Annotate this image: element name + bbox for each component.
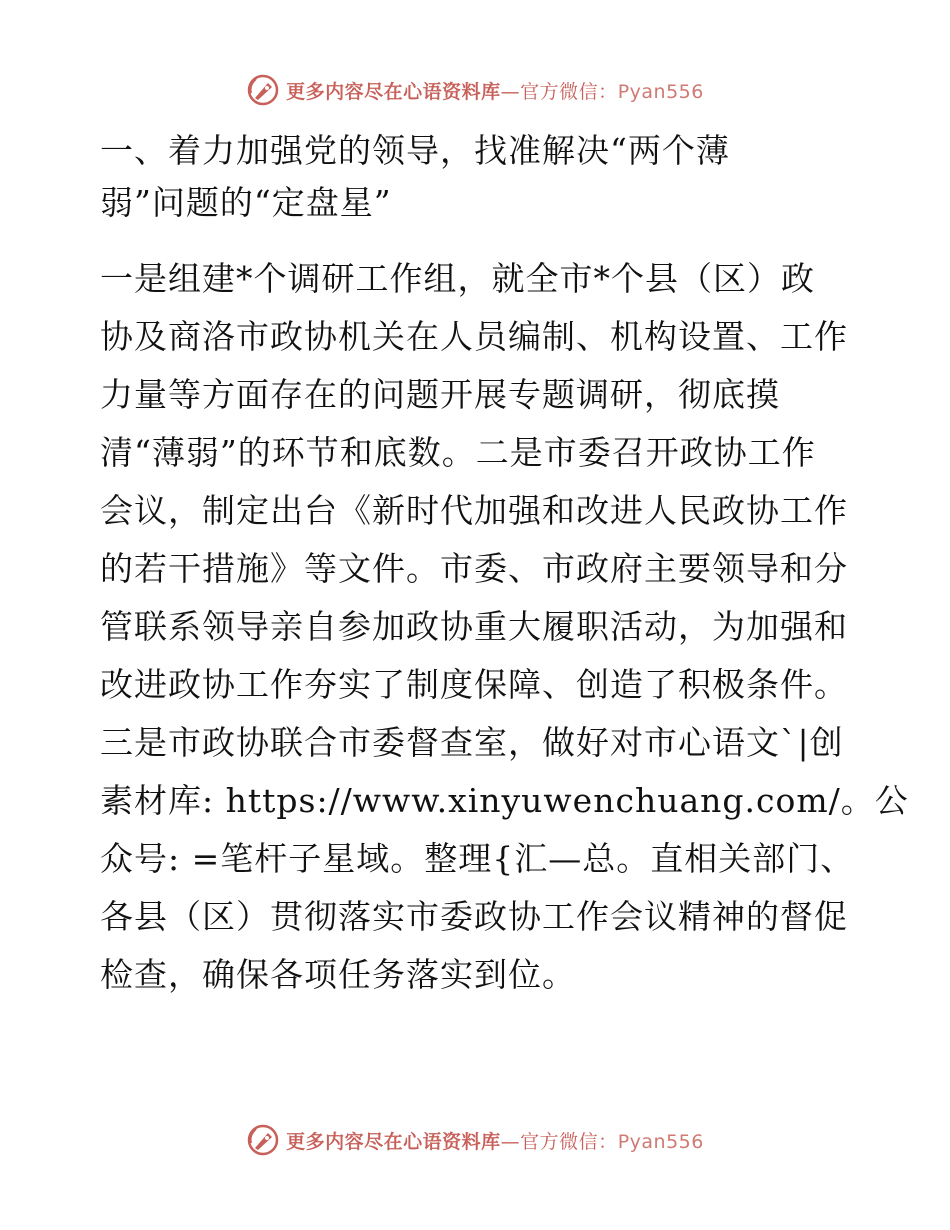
body-line: 检查，确保各项任务落实到位。 [100,955,576,994]
banner-wechat-id: Pyan556 [617,80,704,103]
banner-brand: 更多内容尽在心语资料库 [286,1130,501,1153]
heading-line: 弱”问题的“定盘星” [100,183,392,222]
pen-nib-logo-icon [246,73,280,107]
body-line: 清“薄弱”的环节和底数。二是市委召开政协工作 [100,433,816,472]
body-line: 各县（区）贯彻落实市委政协工作会议精神的督促 [100,897,848,936]
body-line: 管联系领导亲自参加政协重大履职活动，为加强和 [100,607,848,646]
body-line: 三是市政协联合市委督查室，做好对市心语文`|创 [100,723,844,762]
banner-wechat-id: Pyan556 [617,1130,704,1153]
banner-official: 官方微信： [520,1130,618,1153]
banner-brand: 更多内容尽在心语资料库 [286,80,501,103]
body-line: 的若干措施》等文件。市委、市政府主要领导和分 [100,549,848,588]
banner-official: 官方微信： [520,80,618,103]
body-line: 改进政协工作夯实了制度保障、创造了积极条件。 [100,665,848,704]
body-line: 协及商洛市政协机关在人员编制、机构设置、工作 [100,317,848,356]
body-paragraph [100,250,909,1004]
heading-line: 一、着力加强党的领导，找准解决“两个薄 [100,131,730,170]
banner-text [286,77,704,104]
pen-nib-logo-icon [246,1123,280,1157]
footer-watermark-banner [0,1120,950,1160]
banner-separator: — [500,1130,521,1153]
body-line: 素材库: https://www.xinyuwenchuang.com/。公 [100,781,909,820]
section-heading [100,125,860,229]
body-line: 力量等方面存在的问题开展专题调研，彻底摸 [100,375,780,414]
header-watermark-banner [0,70,950,110]
body-line: 一是组建*个调研工作组，就全市*个县（区）政 [100,259,815,298]
body-line: 众号: =笔杆子星域。整理{汇—总。直相关部门、 [100,839,855,878]
banner-separator: — [500,80,521,103]
body-line: 会议，制定出台《新时代加强和改进人民政协工作 [100,491,848,530]
banner-text [286,1127,704,1154]
